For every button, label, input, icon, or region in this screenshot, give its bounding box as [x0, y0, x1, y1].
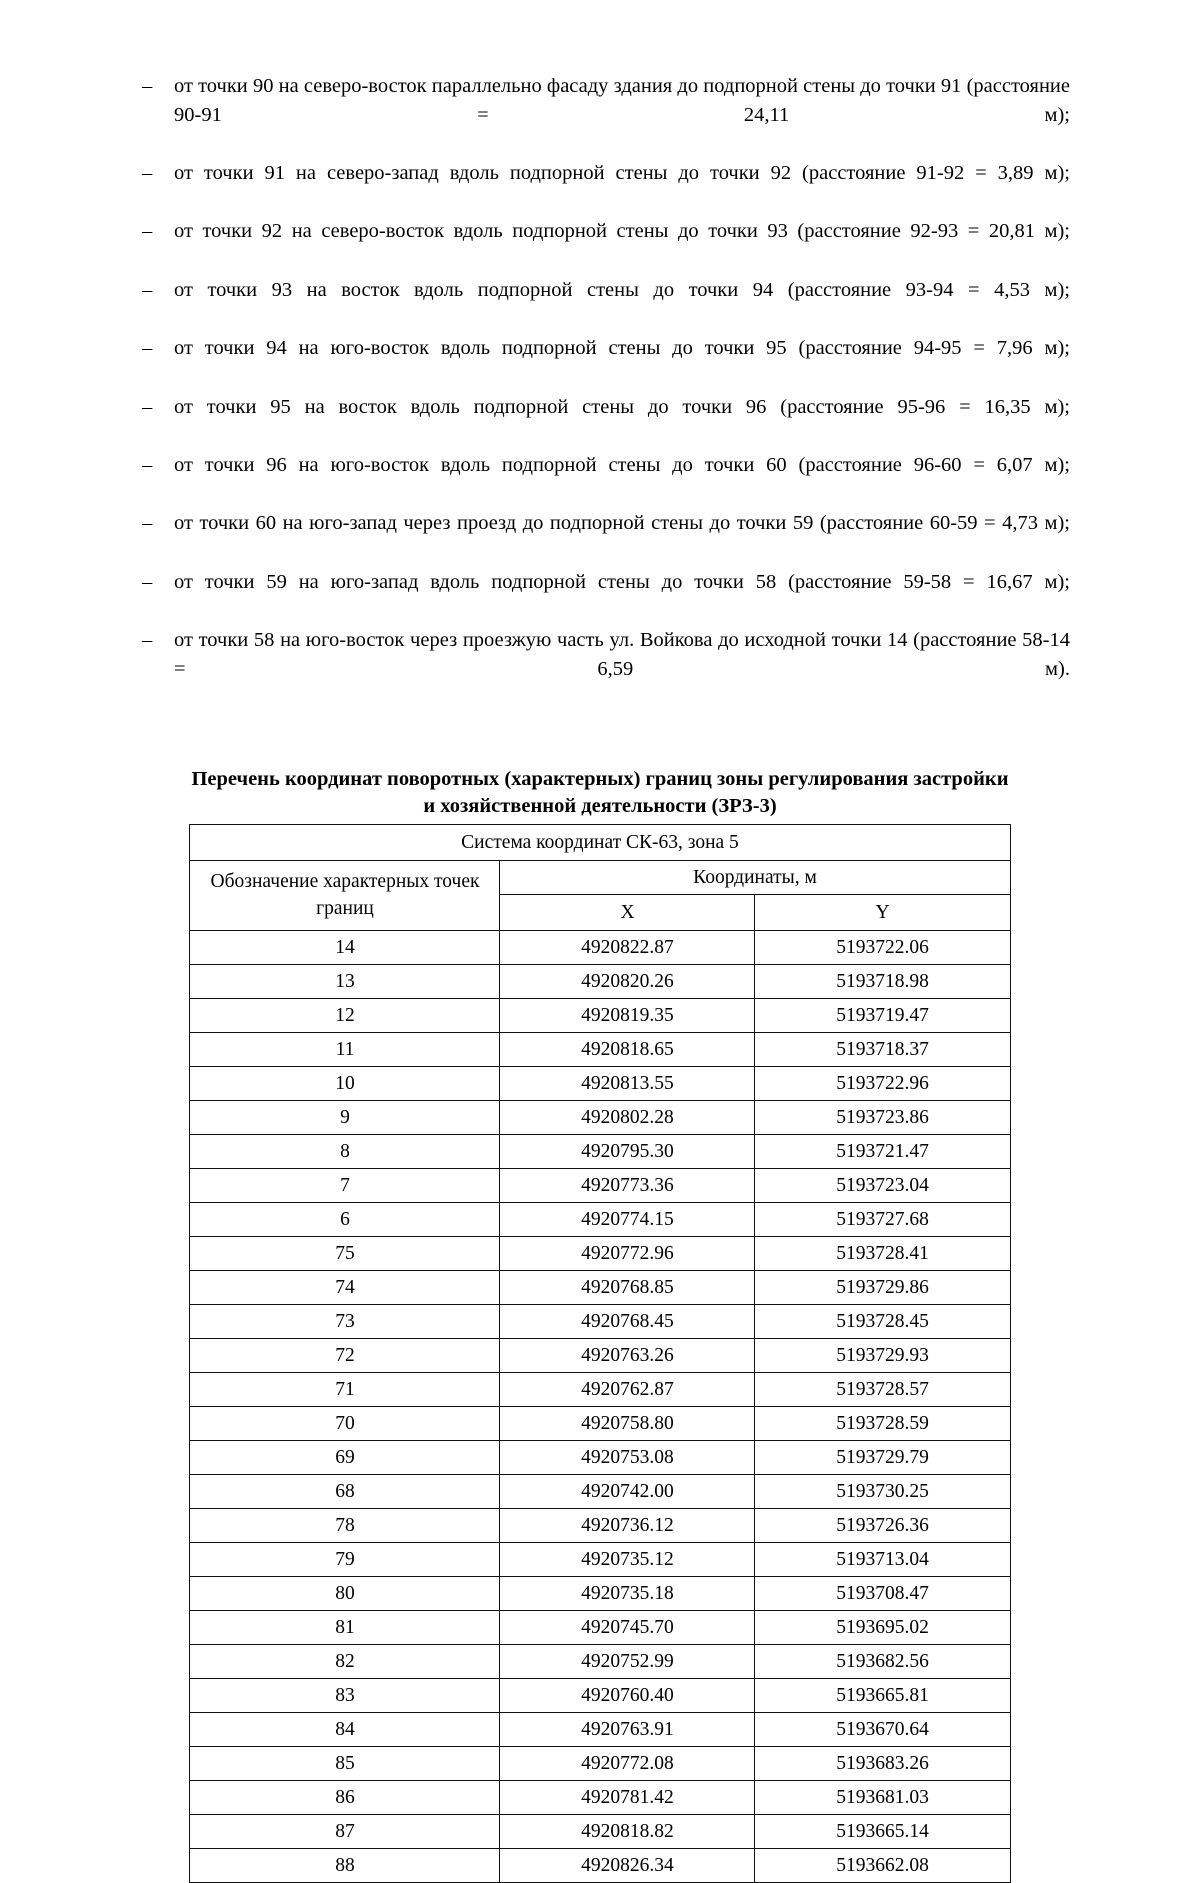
y-coordinate-cell: 5193681.03 — [755, 1781, 1010, 1815]
x-coordinate-cell: 4920763.91 — [500, 1713, 755, 1747]
table-row — [190, 1441, 1010, 1475]
y-coordinate-cell: 5193728.57 — [755, 1373, 1010, 1407]
point-designation-cell: 12 — [190, 999, 500, 1033]
y-coordinate-cell: 5193727.68 — [755, 1203, 1010, 1237]
bullet-dash-marker: – — [142, 278, 153, 301]
y-coordinate-cell: 5193665.14 — [755, 1815, 1010, 1849]
y-coordinate-cell: 5193708.47 — [755, 1577, 1010, 1611]
table-row — [190, 1271, 1010, 1305]
bullet-dash-marker: – — [142, 629, 153, 652]
point-designation-cell: 75 — [190, 1237, 500, 1271]
boundary-description-text: от точки 91 на северо-запад вдоль подпорной стены до точки 92 (расстояние 91-92 = 3,89 м); — [174, 162, 1070, 185]
bullet-dash-marker: – — [142, 337, 153, 360]
table-row — [190, 999, 1010, 1033]
y-coordinate-cell: 5193713.04 — [755, 1543, 1010, 1577]
table-title-line-1: Перечень координат поворотных (характерных) границ зоны регулирования застройки — [191, 768, 1009, 791]
boundary-description-text: от точки 58 на юго-восток через проезжую часть ул. Войкова до исходной точки 14 (расстояние 58-14 = 6,59 м). — [174, 629, 1070, 680]
x-coordinate-cell: 4920762.87 — [500, 1373, 755, 1407]
y-coordinate-cell: 5193670.64 — [755, 1713, 1010, 1747]
x-coordinate-cell: 4920763.26 — [500, 1339, 755, 1373]
x-coordinate-cell: 4920736.12 — [500, 1509, 755, 1543]
boundary-description-text: от точки 95 на восток вдоль подпорной стены до точки 96 (расстояние 95-96 = 16,35 м); — [174, 395, 1070, 418]
table-row — [190, 1135, 1010, 1169]
table-row — [190, 1747, 1010, 1781]
boundary-description-item — [130, 568, 1070, 625]
bullet-dash-marker: – — [142, 570, 153, 593]
table-row — [190, 1781, 1010, 1815]
point-designation-cell: 84 — [190, 1713, 500, 1747]
table-row — [190, 1169, 1010, 1203]
table-row — [190, 1339, 1010, 1373]
y-coordinate-cell: 5193729.86 — [755, 1271, 1010, 1305]
boundary-description-text: от точки 96 на юго-восток вдоль подпорной стены до точки 60 (расстояние 96-60 = 6,07 м); — [174, 453, 1070, 476]
point-designation-cell: 78 — [190, 1509, 500, 1543]
x-coordinate-cell: 4920774.15 — [500, 1203, 755, 1237]
y-coordinate-cell: 5193718.37 — [755, 1033, 1010, 1067]
x-coordinate-cell: 4920758.80 — [500, 1407, 755, 1441]
x-coordinate-cell: 4920745.70 — [500, 1611, 755, 1645]
y-coordinate-cell: 5193718.98 — [755, 965, 1010, 999]
point-designation-cell: 7 — [190, 1169, 500, 1203]
x-coordinate-cell: 4920826.34 — [500, 1849, 755, 1883]
table-row — [190, 1407, 1010, 1441]
y-column-header: Y — [755, 895, 1010, 931]
point-designation-cell: 70 — [190, 1407, 500, 1441]
boundary-description-item — [130, 451, 1070, 508]
x-coordinate-cell: 4920773.36 — [500, 1169, 755, 1203]
point-designation-cell: 13 — [190, 965, 500, 999]
bullet-dash-marker: – — [142, 395, 153, 418]
point-designation-cell: 79 — [190, 1543, 500, 1577]
point-designation-cell: 86 — [190, 1781, 500, 1815]
x-coordinate-cell: 4920813.55 — [500, 1067, 755, 1101]
y-coordinate-cell: 5193695.02 — [755, 1611, 1010, 1645]
x-column-header: X — [500, 895, 755, 931]
point-designation-cell: 87 — [190, 1815, 500, 1849]
table-body — [190, 931, 1010, 1883]
point-designation-cell: 80 — [190, 1577, 500, 1611]
point-designation-cell: 72 — [190, 1339, 500, 1373]
y-coordinate-cell: 5193662.08 — [755, 1849, 1010, 1883]
boundary-description-text: от точки 90 на северо-восток параллельно фасаду здания до подпорной стены до точки 91 (расстояние 90-91 = 24,11 м); — [174, 75, 1070, 126]
point-designation-cell: 9 — [190, 1101, 500, 1135]
table-row — [190, 1815, 1010, 1849]
x-coordinate-cell: 4920735.18 — [500, 1577, 755, 1611]
x-coordinate-cell: 4920781.42 — [500, 1781, 755, 1815]
point-designation-cell: 68 — [190, 1475, 500, 1509]
table-row — [190, 1067, 1010, 1101]
point-designation-header: Обозначение характерных точек границ — [190, 861, 500, 931]
x-coordinate-cell: 4920752.99 — [500, 1645, 755, 1679]
y-coordinate-cell: 5193729.79 — [755, 1441, 1010, 1475]
boundary-description-item — [130, 217, 1070, 274]
y-coordinate-cell: 5193730.25 — [755, 1475, 1010, 1509]
boundary-description-list — [130, 72, 1070, 712]
boundary-description-item — [130, 509, 1070, 566]
table-row — [190, 1033, 1010, 1067]
boundary-description-item — [130, 72, 1070, 158]
coordinates-group-header: Координаты, м — [500, 861, 1010, 895]
bullet-dash-marker: – — [142, 162, 153, 185]
boundary-description-item — [130, 276, 1070, 333]
x-coordinate-cell: 4920772.08 — [500, 1747, 755, 1781]
x-coordinate-cell: 4920753.08 — [500, 1441, 755, 1475]
table-row — [190, 1543, 1010, 1577]
point-designation-cell: 73 — [190, 1305, 500, 1339]
table-row — [190, 1577, 1010, 1611]
y-coordinate-cell: 5193728.41 — [755, 1237, 1010, 1271]
table-row — [190, 1373, 1010, 1407]
point-designation-cell: 83 — [190, 1679, 500, 1713]
table-row — [190, 1203, 1010, 1237]
y-coordinate-cell: 5193726.36 — [755, 1509, 1010, 1543]
table-row — [190, 1509, 1010, 1543]
table-row — [190, 1645, 1010, 1679]
y-coordinate-cell: 5193721.47 — [755, 1135, 1010, 1169]
x-coordinate-cell: 4920772.96 — [500, 1237, 755, 1271]
x-coordinate-cell: 4920735.12 — [500, 1543, 755, 1577]
boundary-description-text: от точки 59 на юго-запад вдоль подпорной стены до точки 58 (расстояние 59-58 = 16,67 м); — [174, 570, 1070, 593]
boundary-description-text: от точки 94 на юго-восток вдоль подпорной стены до точки 95 (расстояние 94-95 = 7,96 м); — [174, 337, 1070, 360]
y-coordinate-cell: 5193729.93 — [755, 1339, 1010, 1373]
boundary-description-item — [130, 626, 1070, 712]
table-row — [190, 1849, 1010, 1883]
point-designation-cell: 71 — [190, 1373, 500, 1407]
table-row — [190, 1713, 1010, 1747]
y-coordinate-cell: 5193722.96 — [755, 1067, 1010, 1101]
bullet-dash-marker: – — [142, 220, 153, 243]
x-coordinate-cell: 4920768.45 — [500, 1305, 755, 1339]
point-designation-cell: 14 — [190, 931, 500, 965]
table-title — [130, 766, 1070, 820]
bullet-dash-marker: – — [142, 75, 153, 97]
boundary-description-text: от точки 60 на юго-запад через проезд до подпорной стены до точки 59 (расстояние 60-59 = 4,73 м); — [174, 512, 1070, 535]
point-designation-cell: 69 — [190, 1441, 500, 1475]
y-coordinate-cell: 5193719.47 — [755, 999, 1010, 1033]
bullet-dash-marker: – — [142, 453, 153, 476]
table-row — [190, 1679, 1010, 1713]
table-header-row-system — [190, 825, 1010, 861]
point-designation-cell: 6 — [190, 1203, 500, 1237]
table-row — [190, 1475, 1010, 1509]
y-coordinate-cell: 5193665.81 — [755, 1679, 1010, 1713]
x-coordinate-cell: 4920822.87 — [500, 931, 755, 965]
x-coordinate-cell: 4920820.26 — [500, 965, 755, 999]
bullet-dash-marker: – — [142, 512, 153, 535]
table-row — [190, 931, 1010, 965]
boundary-description-text: от точки 92 на северо-восток вдоль подпорной стены до точки 93 (расстояние 92-93 = 20,81 м); — [174, 220, 1070, 243]
point-designation-cell: 11 — [190, 1033, 500, 1067]
x-coordinate-cell: 4920795.30 — [500, 1135, 755, 1169]
table-title-line-2: и хозяйственной деятельности (ЗРЗ-3) — [423, 795, 777, 818]
point-designation-cell: 82 — [190, 1645, 500, 1679]
y-coordinate-cell: 5193728.45 — [755, 1305, 1010, 1339]
point-designation-cell: 8 — [190, 1135, 500, 1169]
boundary-description-item — [130, 159, 1070, 216]
table-row — [190, 1101, 1010, 1135]
x-coordinate-cell: 4920768.85 — [500, 1271, 755, 1305]
y-coordinate-cell: 5193728.59 — [755, 1407, 1010, 1441]
point-designation-cell: 88 — [190, 1849, 500, 1883]
table-row — [190, 965, 1010, 999]
coordinates-table — [189, 824, 1010, 1883]
x-coordinate-cell: 4920819.35 — [500, 999, 755, 1033]
table-row — [190, 1611, 1010, 1645]
y-coordinate-cell: 5193723.86 — [755, 1101, 1010, 1135]
table-head — [190, 825, 1010, 931]
x-coordinate-cell: 4920802.28 — [500, 1101, 755, 1135]
table-header-row-groups — [190, 861, 1010, 895]
point-designation-cell: 81 — [190, 1611, 500, 1645]
coordinate-system-header: Система координат СК-63, зона 5 — [190, 825, 1010, 861]
y-coordinate-cell: 5193722.06 — [755, 931, 1010, 965]
table-row — [190, 1237, 1010, 1271]
point-designation-cell: 85 — [190, 1747, 500, 1781]
point-designation-cell: 74 — [190, 1271, 500, 1305]
x-coordinate-cell: 4920760.40 — [500, 1679, 755, 1713]
boundary-description-text: от точки 93 на восток вдоль подпорной стены до точки 94 (расстояние 93-94 = 4,53 м); — [174, 278, 1070, 301]
table-row — [190, 1305, 1010, 1339]
boundary-description-item — [130, 334, 1070, 391]
x-coordinate-cell: 4920742.00 — [500, 1475, 755, 1509]
point-designation-cell: 10 — [190, 1067, 500, 1101]
boundary-description-item — [130, 393, 1070, 450]
y-coordinate-cell: 5193683.26 — [755, 1747, 1010, 1781]
x-coordinate-cell: 4920818.65 — [500, 1033, 755, 1067]
x-coordinate-cell: 4920818.82 — [500, 1815, 755, 1849]
y-coordinate-cell: 5193682.56 — [755, 1645, 1010, 1679]
y-coordinate-cell: 5193723.04 — [755, 1169, 1010, 1203]
